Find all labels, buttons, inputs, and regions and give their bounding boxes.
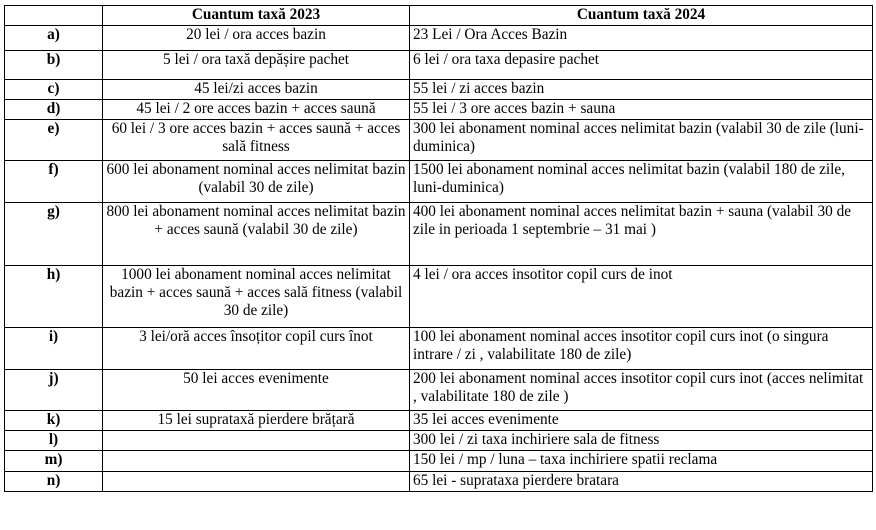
row-letter: c): [5, 80, 103, 100]
row-letter: e): [5, 120, 103, 161]
fee-2023: [103, 451, 410, 472]
header-row: [5, 6, 873, 26]
fee-2023: 45 lei/zi acces bazin: [103, 80, 410, 100]
row-letter: h): [5, 266, 103, 328]
table-row: [5, 431, 873, 451]
row-letter: f): [5, 161, 103, 203]
fee-2024: 6 lei / ora taxa depasire pachet: [410, 51, 873, 80]
table-row: [5, 120, 873, 161]
fee-2023: 45 lei / 2 ore acces bazin + acces saună: [103, 100, 410, 120]
fee-2024: 100 lei abonament nominal acces insotitor copil curs inot (o singura intrare / zi , valabilitate 180 de zile): [410, 328, 873, 370]
row-letter: a): [5, 26, 103, 51]
table-row: [5, 80, 873, 100]
fee-2024: 55 lei / 3 ore acces bazin + sauna: [410, 100, 873, 120]
header-letter: [5, 6, 103, 26]
row-letter: n): [5, 472, 103, 492]
row-letter: j): [5, 370, 103, 411]
fee-2024: 200 lei abonament nominal acces insotitor copil curs inot (acces nelimitat , valabilitate 180 de zile ): [410, 370, 873, 411]
fee-2024: 300 lei abonament nominal acces nelimitat bazin (valabil 30 de zile (luni-duminica): [410, 120, 873, 161]
row-letter: k): [5, 411, 103, 431]
table-row: [5, 411, 873, 431]
row-letter: g): [5, 203, 103, 266]
row-letter: m): [5, 451, 103, 472]
fee-2024: 300 lei / zi taxa inchiriere sala de fitness: [410, 431, 873, 451]
table-row: [5, 472, 873, 492]
table-row: [5, 266, 873, 328]
fee-2023: 50 lei acces evenimente: [103, 370, 410, 411]
fee-2024: 65 lei - suprataxa pierdere bratara: [410, 472, 873, 492]
fee-2024: 4 lei / ora acces insotitor copil curs de inot: [410, 266, 873, 328]
fee-2023: 20 lei / ora acces bazin: [103, 26, 410, 51]
fee-table: [4, 5, 873, 492]
fee-2024: 1500 lei abonament nominal acces nelimitat bazin (valabil 180 de zile, luni-duminica): [410, 161, 873, 203]
fee-2023: [103, 431, 410, 451]
table-row: [5, 161, 873, 203]
header-2023: Cuantum taxă 2023: [103, 6, 410, 26]
fee-2023: [103, 472, 410, 492]
fee-2023: 600 lei abonament nominal acces nelimitat bazin (valabil 30 de zile): [103, 161, 410, 203]
fee-2024: 35 lei acces evenimente: [410, 411, 873, 431]
table-row: [5, 51, 873, 80]
row-letter: l): [5, 431, 103, 451]
table-row: [5, 100, 873, 120]
table-row: [5, 203, 873, 266]
table-row: [5, 370, 873, 411]
row-letter: i): [5, 328, 103, 370]
table-row: [5, 26, 873, 51]
fee-2023: 60 lei / 3 ore acces bazin + acces saună + acces sală fitness: [103, 120, 410, 161]
fee-2024: 150 lei / mp / luna – taxa inchiriere spatii reclama: [410, 451, 873, 472]
table-row: [5, 328, 873, 370]
fee-2023: 15 lei suprataxă pierdere brățară: [103, 411, 410, 431]
fee-2023: 5 lei / ora taxă depășire pachet: [103, 51, 410, 80]
table-row: [5, 451, 873, 472]
fee-2024: 400 lei abonament nominal acces nelimitat bazin + sauna (valabil 30 de zile in perioada 1 septembrie – 31 mai ): [410, 203, 873, 266]
fee-2023: 1000 lei abonament nominal acces nelimitat bazin + acces saună + acces sală fitness (valabil 30 de zile): [103, 266, 410, 328]
row-letter: b): [5, 51, 103, 80]
header-2024: Cuantum taxă 2024: [410, 6, 873, 26]
fee-2023: 3 lei/oră acces însoțitor copil curs înot: [103, 328, 410, 370]
fee-2024: 55 lei / zi acces bazin: [410, 80, 873, 100]
fee-2024: 23 Lei / Ora Acces Bazin: [410, 26, 873, 51]
row-letter: d): [5, 100, 103, 120]
fee-2023: 800 lei abonament nominal acces nelimitat bazin + acces saună (valabil 30 de zile): [103, 203, 410, 266]
